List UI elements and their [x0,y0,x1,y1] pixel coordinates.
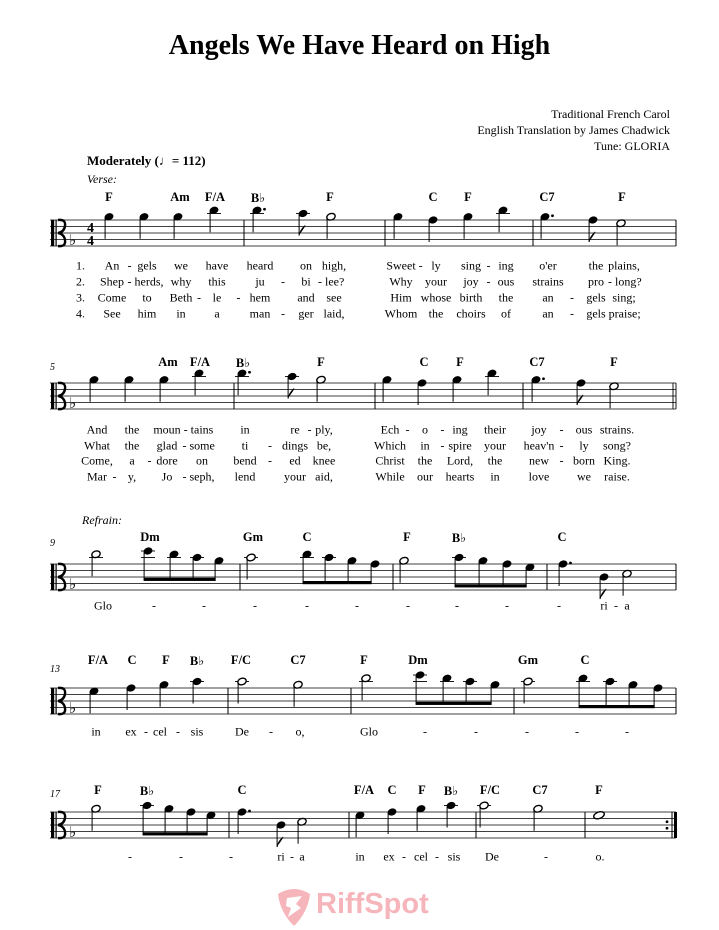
lyric-hyphen: - [525,724,529,739]
lyric-syllable: we [174,258,188,273]
chord-symbol: B♭ [235,356,251,370]
lyric-syllable: ed [289,453,301,468]
lyric-syllable: a [214,306,220,321]
measure-number: 17 [50,789,60,800]
lyric-hyphen: - [440,438,445,453]
lyric-hyphen: - [435,849,439,864]
lyric-hyphen: - [608,274,612,289]
lyric-syllable: their [484,422,506,437]
lyric-hyphen: - [440,422,445,437]
lyric-syllable: aid, [315,469,333,484]
eighth-flag [277,837,283,847]
lyric-syllable: Why [389,274,413,289]
lyric-syllable: new [529,453,549,468]
lyric-syllable: on [196,453,208,468]
lyric-hyphen: - [176,724,180,739]
lyric-syllable: high, [321,258,347,273]
lyric-hyphen: - [144,724,148,739]
lyric-syllable: King. [603,453,631,468]
lyric-hyphen: - [559,453,564,468]
lyric-hyphen: - [229,849,233,864]
lyric-syllable: Glo [94,598,112,613]
lyric-syllable: why [170,274,192,289]
lyric-syllable: Come [97,290,127,305]
eighth-flag [299,226,305,236]
lyric-syllable: Mar [87,469,107,484]
chord-symbol: F/A [87,653,109,667]
chord-symbol: Dm [408,653,428,667]
chord-symbol: C [419,355,429,369]
lyric-hyphen: - [202,598,206,613]
lyric-syllable: knee [312,453,336,468]
lyric-hyphen: - [406,598,410,613]
chord-symbol: F [610,355,618,369]
chord-symbol: F [595,783,603,797]
lyric-syllable: ly [431,258,441,273]
lyric-hyphen: - [305,598,309,613]
lyric-hyphen: - [614,598,618,613]
lyric-hyphen: - [183,422,188,437]
chord-symbol: C [557,530,567,544]
lyric-syllable: Ech [380,422,400,437]
chord-symbol: Gm [242,530,264,544]
lyric-syllable: in [355,849,365,864]
lyric-syllable: ex [125,724,137,739]
lyric-hyphen: - [405,422,410,437]
lyric-syllable: Come, [81,453,113,468]
chord-symbol: C7 [539,190,555,204]
lyric-syllable: herds, [134,274,164,289]
lyric-hyphen: - [281,274,285,289]
lyric-syllable: in [240,422,250,437]
lyric-syllable: the [124,438,140,453]
lyric-hyphen: - [570,306,574,321]
lyric-syllable: tains [190,422,214,437]
lyric-hyphen: - [179,849,183,864]
lyric-syllable: re [290,422,300,437]
beam [579,705,655,708]
lyric-syllable: ger [298,306,314,321]
lyric-syllable: Him [390,290,412,305]
tempo-value: = 112) [171,153,206,168]
augmentation-dot [542,377,545,380]
lyric-syllable: a [624,598,630,613]
lyric-syllable: plains, [608,258,640,273]
lyric-syllable: him [137,306,157,321]
credit-translation: English Translation by James Chadwick [477,123,670,137]
key-signature-flat-icon: ♭ [69,394,77,413]
lyric-syllable: sing; [612,290,636,305]
lyric-hyphen: - [505,598,509,613]
key-signature-flat-icon: ♭ [69,575,77,594]
lyric-syllable: bi [301,274,311,289]
lyric-syllable: An [104,258,120,273]
lyric-syllable: of [501,306,511,321]
chord-symbol: F [105,190,113,204]
lyric-hyphen: - [281,306,285,321]
chord-symbol: C7 [290,653,306,667]
lyric-syllable: the [417,453,433,468]
key-signature-flat-icon: ♭ [69,231,77,250]
eighth-flag [589,232,595,242]
lyric-syllable: our [417,469,433,484]
eighth-flag [288,389,294,399]
augmentation-dot [569,562,572,565]
lyric-syllable: your [425,274,447,289]
alto-clef-icon [51,383,54,409]
lyric-hyphen: - [128,849,132,864]
verse-number: 1. [76,258,85,273]
lyric-syllable: le [212,290,222,305]
lyric-syllable: strains. [599,422,635,437]
lyric-hyphen: - [418,258,423,273]
lyric-syllable: Sweet [386,258,416,273]
lyric-syllable: song? [603,438,631,453]
lyric-syllable: See [103,306,121,321]
verse-number: 2. [76,274,85,289]
lyric-hyphen: - [402,849,406,864]
chord-symbol: F [456,355,464,369]
lyric-syllable: in [490,469,500,484]
lyric-hyphen: - [127,258,132,273]
chord-symbol: F [317,355,325,369]
lyric-hyphen: - [318,274,322,289]
lyric-hyphen: - [307,422,312,437]
chord-symbol: F [403,530,411,544]
lyric-syllable: And [86,422,108,437]
lyric-hyphen: - [544,849,548,864]
lyric-syllable: man [249,306,271,321]
lyric-syllable: ous [497,274,515,289]
guitar-pick-icon [272,884,316,928]
chord-symbol: Gm [517,653,539,667]
lyric-hyphen: - [455,598,459,613]
time-signature: 4 [87,221,94,236]
lyric-syllable: ri [600,598,608,613]
lyric-hyphen: - [559,438,564,453]
lyric-hyphen: - [236,290,241,305]
lyric-syllable: hearts [445,469,475,484]
chord-symbol: C [237,783,247,797]
lyric-syllable: hem [249,290,271,305]
lyric-hyphen: - [182,469,187,484]
lyric-syllable: ing [498,258,514,273]
tempo-label: Moderately [87,153,152,168]
chord-symbol: B♭ [250,191,266,205]
lyric-syllable: in [91,724,101,739]
lyric-syllable: De [235,724,249,739]
lyric-hyphen: - [152,598,156,613]
lyric-syllable: we [577,469,591,484]
lyric-syllable: some [189,438,215,453]
eighth-flag [600,589,606,599]
lyric-syllable: gels [137,258,157,273]
alto-clef-icon [51,812,54,838]
lyric-syllable: Jo [161,469,173,484]
chord-symbol: F [94,783,102,797]
lyric-syllable: in [176,306,186,321]
lyric-syllable: heard [246,258,274,273]
lyric-syllable: be, [316,438,332,453]
augmentation-dot [263,208,266,211]
credit-origin: Traditional French Carol [551,107,670,121]
lyric-syllable: love [528,469,550,484]
chord-symbol: B♭ [443,784,459,798]
lyric-syllable: spire [448,438,472,453]
lyric-syllable: sis [190,724,204,739]
augmentation-dot [551,214,554,217]
lyric-syllable: raise. [604,469,630,484]
lyric-syllable: bend [233,453,257,468]
lyric-syllable: cel [153,724,167,739]
chord-symbol: B♭ [189,654,205,668]
lyric-syllable: Beth [169,290,193,305]
lyric-syllable: in [420,438,430,453]
chord-symbol: C7 [532,783,548,797]
lyric-hyphen: - [147,453,152,468]
lyric-syllable: the [124,422,140,437]
chord-symbol: F [326,190,334,204]
lyric-hyphen: - [127,274,132,289]
alto-clef-icon [56,220,57,246]
verse-number: 3. [76,290,85,305]
beam [143,832,208,835]
lyric-hyphen: - [355,598,359,613]
lyric-hyphen: - [486,258,491,273]
lyric-syllable: the [498,290,514,305]
lyric-syllable: gels [586,290,606,305]
lyric-hyphen: - [182,438,187,453]
lyric-syllable: heav'n [523,438,555,453]
beam [455,584,527,587]
chord-symbol: F [360,653,368,667]
lyric-syllable: ti [241,438,249,453]
chord-symbol: C [127,653,137,667]
lyric-syllable: lee? [325,274,345,289]
lyric-syllable: o, [295,724,305,739]
lyric-syllable: seph, [189,469,215,484]
lyric-syllable: ex [383,849,395,864]
lyric-syllable: lend [234,469,256,484]
lyric-syllable: an [542,290,554,305]
lyric-syllable: sis [447,849,461,864]
chord-symbol: F/A [204,190,226,204]
chord-symbol: C [428,190,438,204]
lyric-syllable: cel [414,849,428,864]
chord-symbol: F [418,783,426,797]
riffspot-logo [272,884,452,928]
lyric-syllable: ply, [315,422,333,437]
lyric-hyphen: - [253,598,257,613]
lyric-hyphen: - [486,274,491,289]
lyric-syllable: born [573,453,595,468]
chord-symbol: F [618,190,626,204]
beam [144,578,216,581]
chord-symbol: C7 [529,355,545,369]
lyric-syllable: long? [614,274,642,289]
lyric-syllable: the [588,258,604,273]
augmentation-dot [248,371,251,374]
lyric-syllable: strains [532,274,564,289]
quarter-note-icon: ♩ [158,153,172,168]
lyric-syllable: and [297,290,315,305]
chord-symbol: F [464,190,472,204]
eighth-flag [577,395,583,405]
lyric-syllable: pro [588,274,604,289]
beam [303,581,372,584]
alto-clef-icon [51,564,54,590]
chord-symbol: Am [158,355,178,369]
chord-symbol: B♭ [451,531,467,545]
alto-clef-icon [56,383,57,409]
lyric-hyphen: - [625,724,629,739]
alto-clef-icon [56,564,57,590]
repeat-dot [666,827,669,830]
lyric-hyphen: - [112,469,117,484]
lyric-syllable: o. [595,849,605,864]
repeat-barline [674,812,677,838]
lyric-syllable: ous [575,422,593,437]
lyric-syllable: Whom [384,306,418,321]
lyric-syllable: whose [420,290,452,305]
lyric-syllable: o'er [539,258,557,273]
lyric-syllable: joy [531,422,547,437]
lyric-syllable: this [208,274,226,289]
lyric-hyphen: - [570,290,574,305]
lyric-syllable: birth [459,290,483,305]
lyric-syllable: y, [127,469,137,484]
chord-symbol: C [580,653,590,667]
measure-number: 5 [50,362,55,373]
lyric-syllable: dings [281,438,309,453]
lyric-syllable: While [375,469,405,484]
lyric-syllable: ly [579,438,589,453]
beam [416,702,492,705]
lyric-syllable: laid, [323,306,345,321]
lyric-syllable: on [300,258,312,273]
chord-symbol: F/C [230,653,252,667]
alto-clef-icon [56,812,57,838]
lyric-syllable: joy [463,274,479,289]
lyric-syllable: gels [586,306,606,321]
measure-number: 13 [50,664,60,675]
repeat-dot [666,820,669,823]
lyric-hyphen: - [268,438,272,453]
lyric-syllable: to [142,290,152,305]
lyric-syllable: the [428,306,444,321]
chord-symbol: F [162,653,170,667]
chord-symbol: C [302,530,312,544]
lyric-syllable: a [299,849,305,864]
credit-tune: Tune: GLORIA [594,139,670,153]
lyric-syllable: Shep [100,274,124,289]
lyric-hyphen: - [269,724,273,739]
chord-symbol: B♭ [139,784,155,798]
lyric-hyphen: - [575,724,579,739]
lyric-syllable: praise; [608,306,641,321]
chord-symbol: Dm [140,530,160,544]
measure-number: 9 [50,538,55,549]
lyric-syllable: dore [156,453,178,468]
lyric-syllable: Lord, [446,453,474,468]
logo-text: RiffSpot [316,888,429,920]
section-label-refrain: Refrain: [82,513,122,527]
lyric-syllable: glad [156,438,178,453]
lyric-syllable: see [326,290,342,305]
lyric-syllable: Christ [375,453,405,468]
lyric-syllable: Which [374,438,406,453]
lyric-syllable: Glo [360,724,378,739]
chord-symbol: C [387,783,397,797]
tempo-open: ( [154,153,159,168]
key-signature-flat-icon: ♭ [69,699,77,718]
lyric-syllable: moun [153,422,181,437]
lyric-hyphen: - [197,290,201,305]
lyric-syllable: ing [452,422,468,437]
chord-symbol: F/A [189,355,211,369]
lyric-syllable: your [484,438,506,453]
lyric-syllable: choirs [456,306,486,321]
key-signature-flat-icon: ♭ [69,823,77,842]
lyric-syllable: ri [277,849,285,864]
lyric-syllable: the [487,453,503,468]
song-title: Angels We Have Heard on High [168,30,551,61]
augmentation-dot [248,810,251,813]
alto-clef-icon [51,220,54,246]
lyric-hyphen: - [290,849,294,864]
lyric-syllable: a [129,453,135,468]
time-signature: 4 [87,234,94,249]
alto-clef-icon [51,688,54,714]
lyric-syllable: your [284,469,306,484]
chord-symbol: F/C [479,783,501,797]
lyric-syllable: De [485,849,499,864]
lyric-hyphen: - [268,453,272,468]
verse-number: 4. [76,306,85,321]
lyric-hyphen: - [474,724,478,739]
lyric-syllable: sing [460,258,482,273]
lyric-hyphen: - [423,724,427,739]
lyric-hyphen: - [559,422,564,437]
lyric-syllable: o [422,422,428,437]
section-label-verse: Verse: [87,172,117,186]
lyric-hyphen: - [557,598,561,613]
lyric-syllable: ju [255,274,265,289]
chord-symbol: Am [170,190,190,204]
tempo-marking [87,153,206,169]
alto-clef-icon [56,688,57,714]
lyric-syllable: have [205,258,229,273]
lyric-syllable: What [84,438,110,453]
lyric-syllable: an [542,306,554,321]
chord-symbol: F/A [353,783,375,797]
